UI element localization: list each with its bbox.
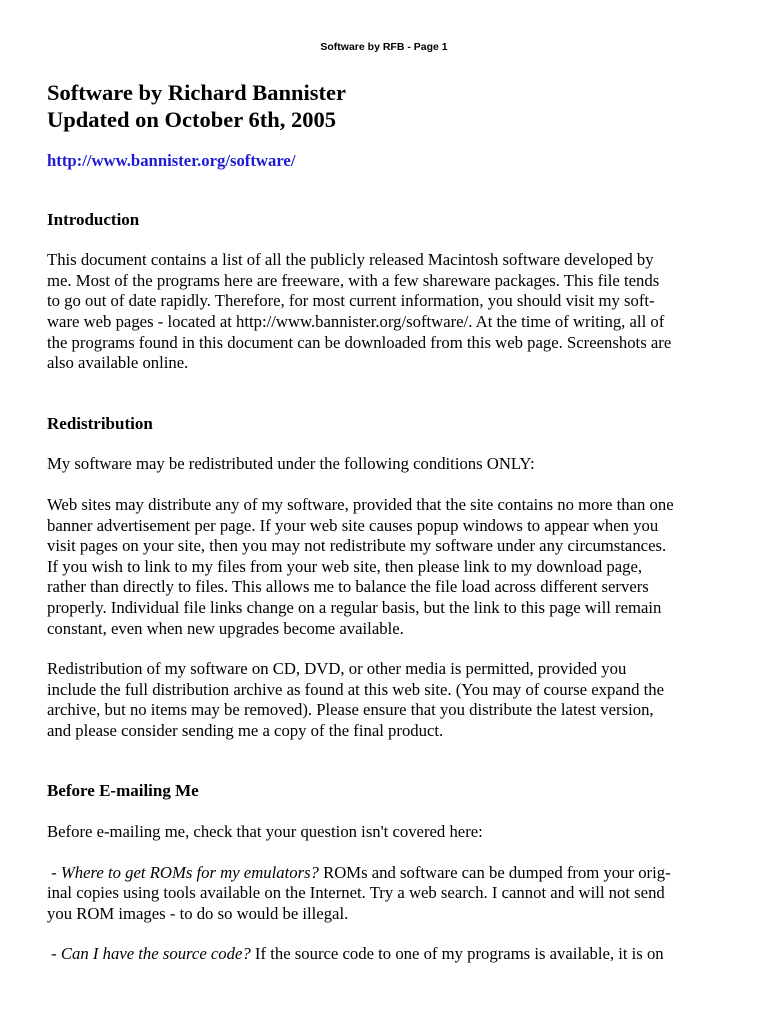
before-emailing-intro: Before e-mailing me, check that your question isn't covered here:	[47, 822, 483, 842]
text-line: and please consider sending me a copy of the final product.	[47, 720, 444, 740]
before-emailing-heading: Before E-mailing Me	[47, 781, 199, 801]
text-line: constant, even when new upgrades become available.	[47, 618, 404, 638]
text-line: Redistribution of my software on CD, DVD, or other media is permitted, provided you	[47, 659, 627, 679]
faq-item-roms	[47, 863, 719, 925]
faq-item-source-code	[47, 944, 719, 965]
title-line-1: Software by Richard Bannister	[47, 80, 346, 105]
title-line-2: Updated on October 6th, 2005	[47, 107, 336, 132]
text-line: include the full distribution archive as found at this web site. (You may of course expand the	[47, 679, 664, 699]
text-line: rather than directly to files. This allows me to balance the file load across different servers	[47, 577, 649, 597]
faq-question-source-code: Can I have the source code?	[60, 944, 251, 964]
text-line: If you wish to link to my files from your web site, then please link to my download page,	[47, 556, 643, 576]
document-title	[47, 79, 719, 133]
text-line: properly. Individual file links change on a regular basis, but the link to this page will remain	[47, 597, 662, 617]
redistribution-intro: My software may be redistributed under the following conditions ONLY:	[47, 454, 535, 474]
page-running-header: Software by RFB - Page 1	[320, 41, 448, 53]
document-body	[47, 79, 719, 965]
text-line: ware web pages - located at http://www.bannister.org/software/. At the time of writing, all of	[47, 311, 665, 331]
text-line: - Can I have the source code? If the source code to one of my programs is available, it is on	[47, 944, 664, 964]
text-line: also available online.	[47, 353, 189, 373]
introduction-heading: Introduction	[47, 209, 140, 229]
text-line: Web sites may distribute any of my software, provided that the site contains no more than one	[47, 494, 674, 514]
text-line: archive, but no items may be removed). Please ensure that you distribute the latest version,	[47, 700, 654, 720]
text-line: banner advertisement per page. If your web site causes popup windows to appear when you	[47, 515, 659, 535]
faq-question-roms: Where to get ROMs for my emulators?	[60, 862, 319, 882]
text-line: the programs found in this document can be downloaded from this web page. Screenshots are	[47, 332, 672, 352]
software-url-link[interactable]: http://www.bannister.org/software/	[47, 151, 296, 170]
text-line: to go out of date rapidly. Therefore, for most current information, you should visit my soft-	[47, 291, 655, 311]
text-line: This document contains a list of all the publicly released Macintosh software developed by	[47, 250, 654, 270]
redistribution-web-sites-paragraph	[47, 495, 719, 639]
introduction-paragraph	[47, 250, 719, 374]
text-line: visit pages on your site, then you may not redistribute my software under any circumstances.	[47, 536, 667, 556]
redistribution-heading: Redistribution	[47, 413, 153, 433]
redistribution-media-paragraph	[47, 659, 719, 741]
text-line: - Where to get ROMs for my emulators? ROMs and software can be dumped from your orig-	[47, 862, 671, 882]
text-line: me. Most of the programs here are freeware, with a few shareware packages. This file tends	[47, 270, 660, 290]
faq-answer-roms-line-1: ROMs and software can be dumped from your orig-	[318, 862, 671, 882]
text-line: inal copies using tools available on the Internet. Try a web search. I cannot and will not send	[47, 883, 665, 903]
faq-answer-source-code-line-1: If the source code to one of my programs is available, it is on	[250, 944, 664, 964]
text-line: you ROM images - to do so would be illegal.	[47, 903, 349, 923]
